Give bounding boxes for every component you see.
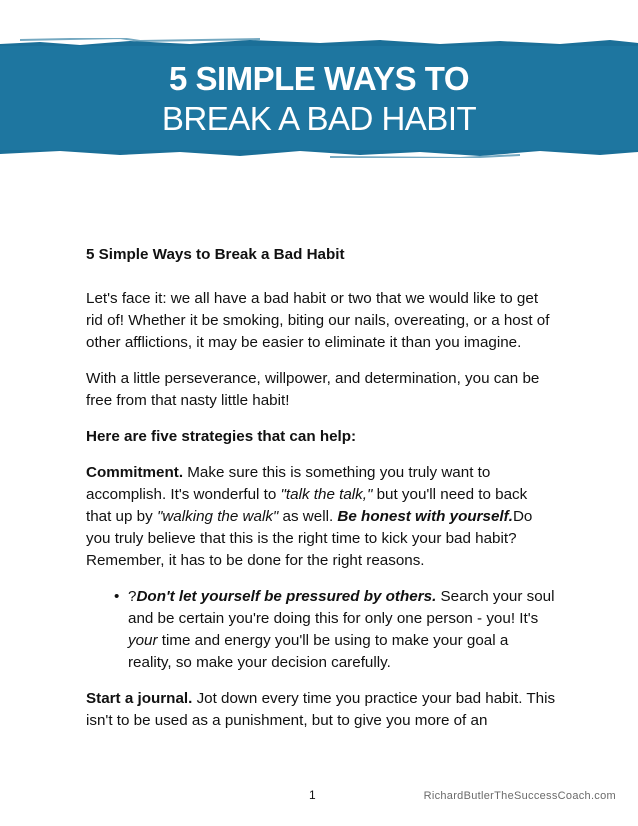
bullet-text-2: time and energy you'll be using to make your goal a reality, so make your decision carefully.	[128, 632, 509, 671]
banner-background	[0, 38, 638, 158]
bullet-list	[86, 586, 556, 674]
document-body	[86, 244, 556, 746]
paragraph-journal	[86, 688, 556, 732]
commitment-text-3: as well.	[278, 508, 338, 525]
journal-text: Jot down every time you practice your bad habit. This isn't to be used as a punishment, but to give you more of an	[86, 690, 556, 729]
footer-website: RichardButlerTheSuccessCoach.com	[423, 790, 616, 802]
title-banner	[0, 38, 638, 158]
banner-title-line2: BREAK A BAD HABIT	[161, 100, 477, 137]
commitment-italic-2: "walking the walk"	[156, 508, 279, 525]
bullet-text-1: Search your soul and be certain you're doing this for only one person - you! It's	[128, 588, 555, 627]
document-heading: 5 Simple Ways to Break a Bad Habit	[86, 246, 345, 263]
commitment-italic-1: "talk the talk,"	[280, 486, 373, 503]
page-number: 1	[309, 788, 316, 802]
commitment-text-4: Do you truly believe that this is the right time to kick your bad habit? Remember, it has to be done for the right reasons.	[86, 508, 533, 569]
banner-title-line1: 5 SIMPLE WAYS TO	[168, 60, 470, 97]
bullet-lead: Don't let yourself be pressured by others.	[136, 588, 437, 605]
bullet-marker: •	[114, 588, 120, 605]
commitment-bold-italic: Be honest with yourself.	[337, 508, 513, 525]
strategies-subheading: Here are five strategies that can help:	[86, 428, 357, 445]
commitment-text-1: Make sure this is something you truly want to accomplish. It's wonderful to	[86, 464, 491, 503]
commitment-text-2: but you'll need to back that up by	[86, 486, 528, 525]
bullet-prefix: ?	[128, 588, 137, 605]
list-item	[114, 586, 556, 674]
paragraph-commitment	[86, 462, 556, 572]
paragraph-intro: Let's face it: we all have a bad habit or two that we would like to get rid of! Whether it be smoking, biting our nails, overeating, or a host of other afflictions, it may be easier to eliminate it than you imagine.	[86, 290, 550, 351]
bullet-italic: your	[128, 632, 158, 649]
commitment-lead: Commitment.	[86, 464, 184, 481]
paragraph-perseverance: With a little perseverance, willpower, and determination, you can be free from that nasty little habit!	[86, 370, 540, 409]
journal-lead: Start a journal.	[86, 690, 193, 707]
